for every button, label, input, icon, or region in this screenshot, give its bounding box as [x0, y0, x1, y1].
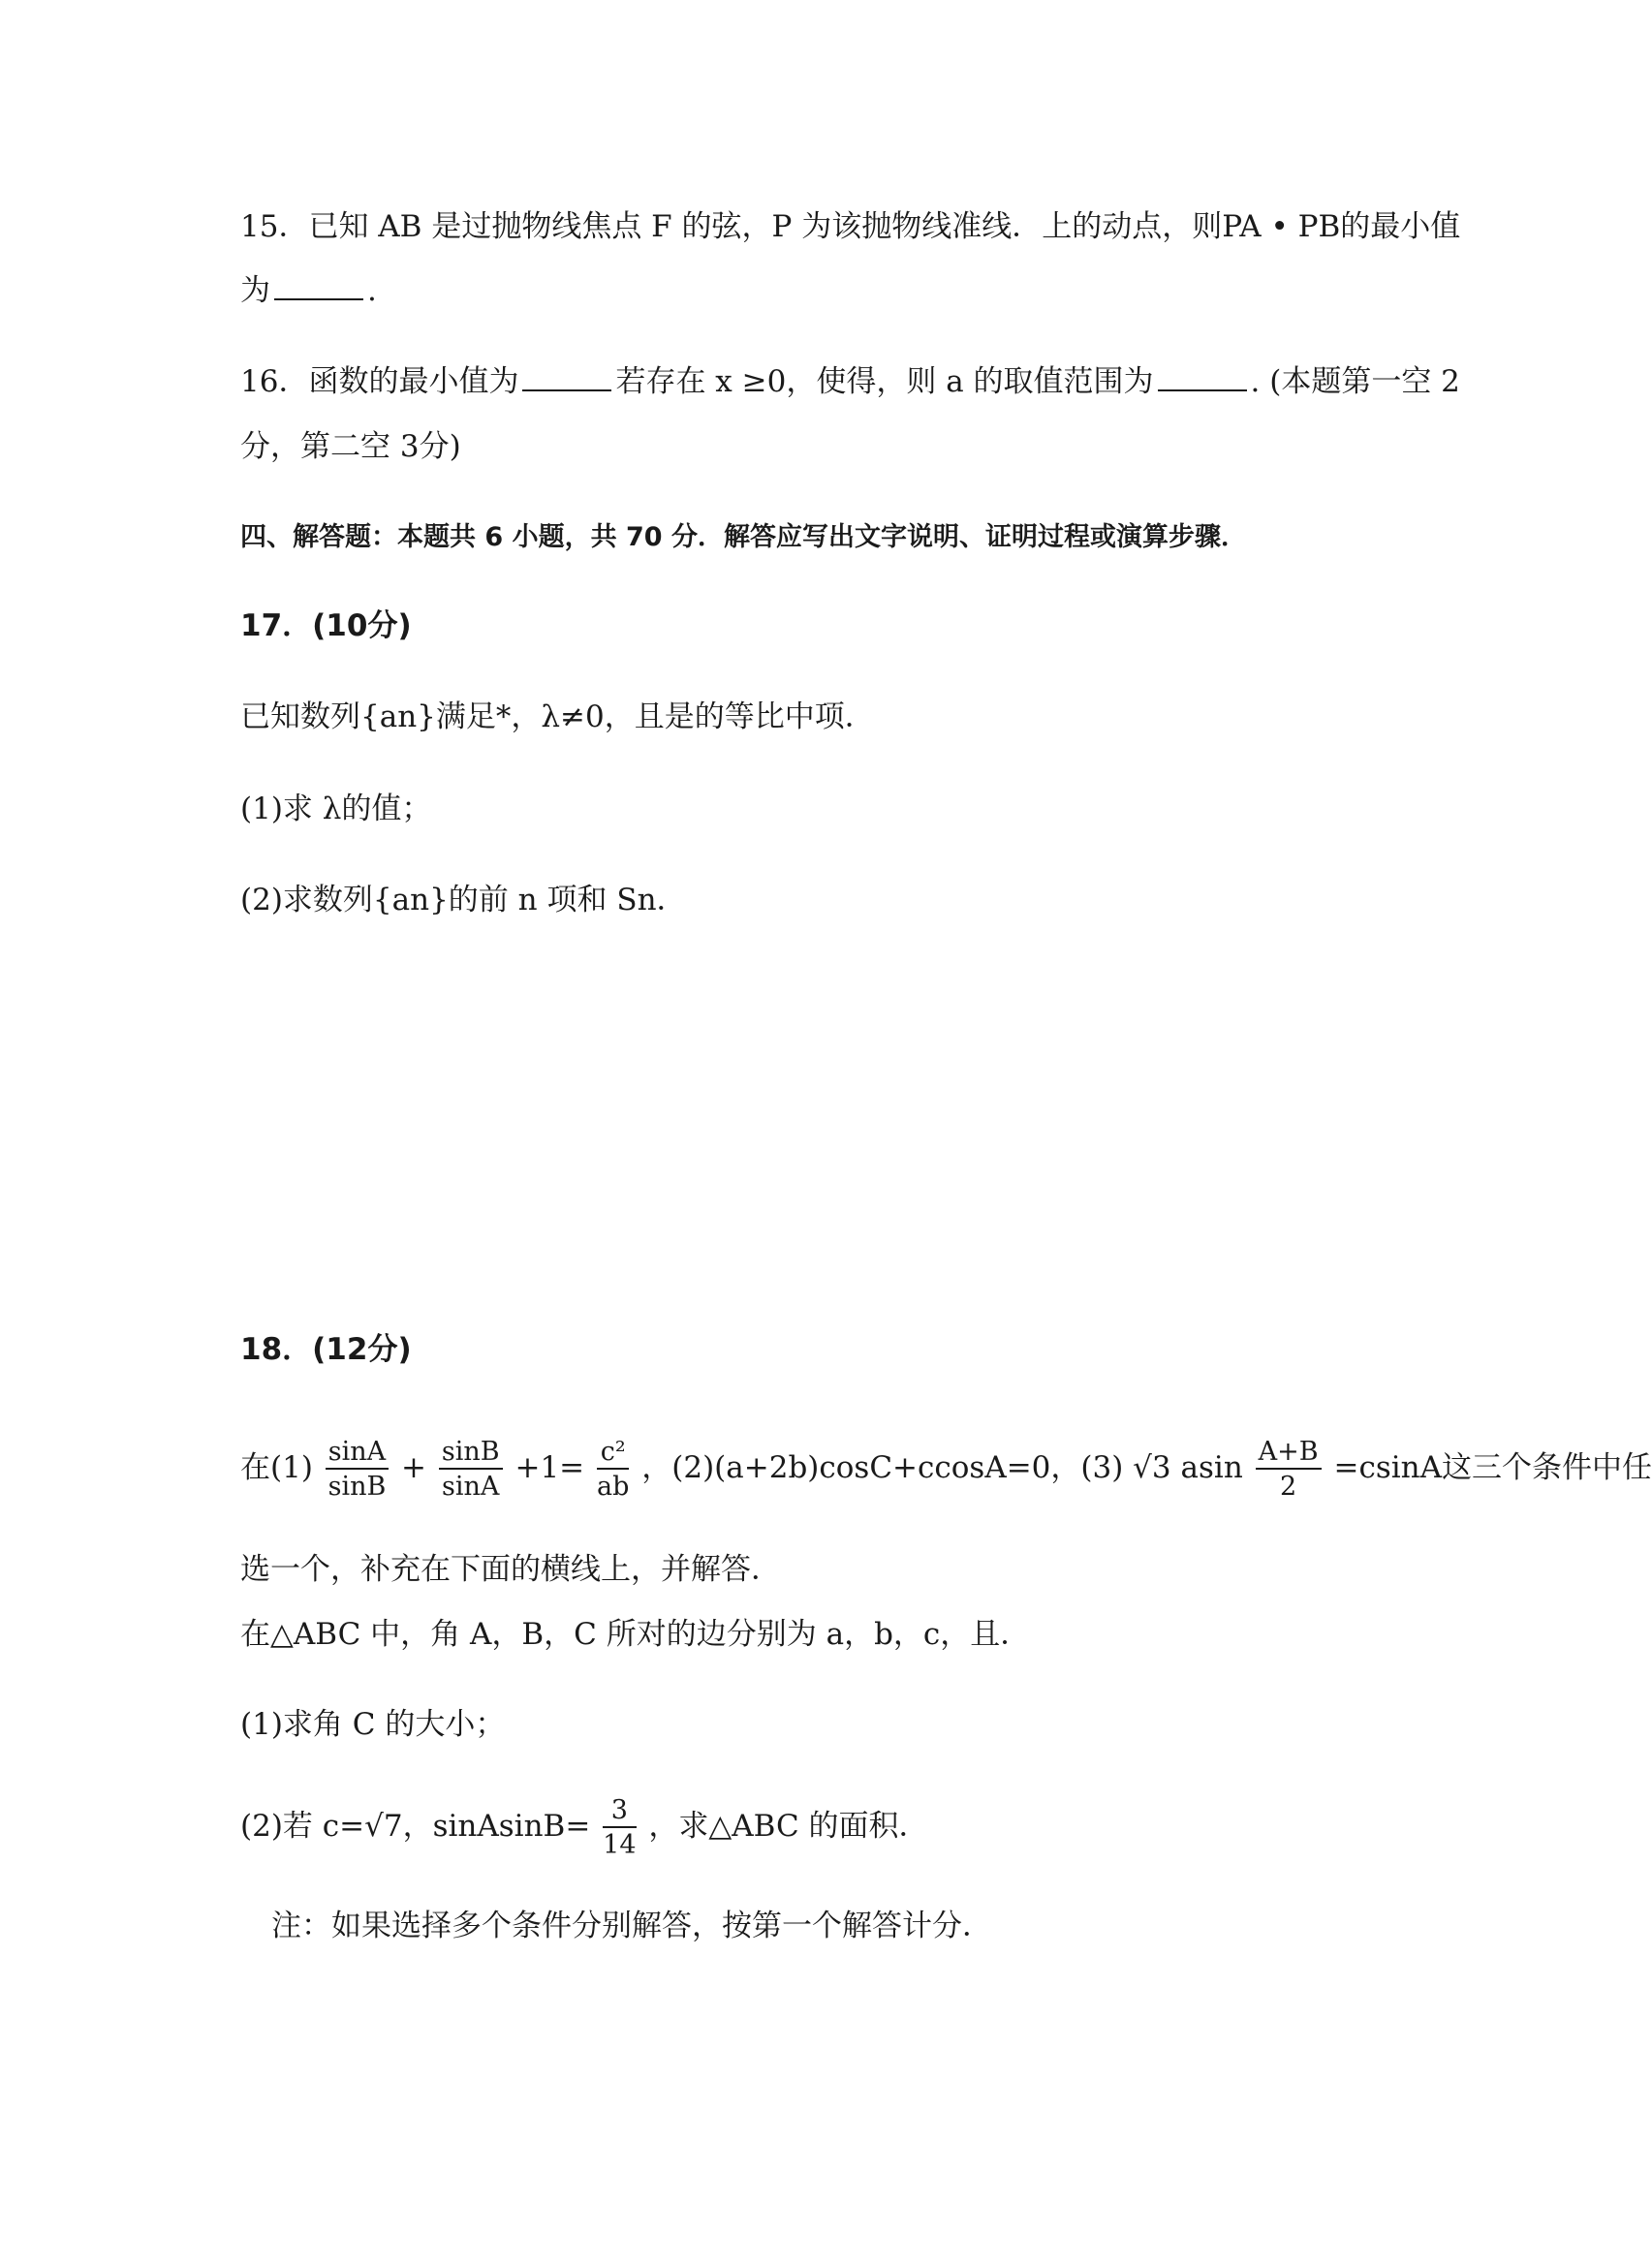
- q15-prefix: 为: [240, 273, 270, 308]
- q15-line1: [240, 207, 1460, 246]
- q16-score-note: 分，第二空 3分): [240, 429, 461, 464]
- q16-part3: . (本题第一空 2: [1250, 364, 1460, 399]
- q16-part1: 16．函数的最小值为: [240, 364, 519, 399]
- frac1-denominator: sinB: [327, 1472, 387, 1502]
- q15-text: 15．已知 AB 是过抛物线焦点 F 的弦，P 为该抛物线准线．上的动点，则PA • PB的最小值: [240, 209, 1461, 244]
- cond2-text: ，(2)(a+2b)cosC+ccosA=0，(3): [641, 1450, 1124, 1485]
- q16-blank1: [522, 362, 611, 391]
- frac2-denominator: sinA: [442, 1472, 500, 1502]
- sub2-prefix: (2)若 c=√7，sinAsinB=: [240, 1809, 591, 1844]
- q15-answer-blank: [274, 271, 363, 300]
- section-heading: 四、解答题：本题共 6 小题，共 70 分．解答应写出文字说明、证明过程或演算步骤．: [240, 522, 1247, 552]
- sub2-frac-numerator: 3: [603, 1797, 636, 1828]
- q17-stem: 已知数列{an}满足*，λ≠0，且是的等比中项．: [240, 699, 875, 734]
- cond1-fraction-1: [326, 1439, 389, 1500]
- cond-prefix: 在(1): [240, 1450, 313, 1485]
- cond3-fraction: [1256, 1439, 1322, 1500]
- cond3-frac-denominator: 2: [1280, 1472, 1297, 1502]
- q18-sub1: (1)求角 C 的大小；: [240, 1707, 506, 1742]
- q18-note: 注：如果选择多个条件分别解答，按第一个解答计分．: [271, 1909, 992, 1943]
- cond1-plus: +: [401, 1450, 427, 1485]
- q17-sub2: (2)求数列{an}的前 n 项和 Sn．: [240, 883, 687, 917]
- q18-line2: 选一个，补充在下面的横线上，并解答．: [240, 1552, 781, 1587]
- q17-sub1: (1)求 λ的值；: [240, 792, 432, 826]
- q15-line2: [240, 271, 377, 310]
- frac2-numerator: sinB: [439, 1439, 503, 1470]
- frac3-numerator: c²: [597, 1439, 629, 1470]
- q17-title: 17．(10分): [240, 608, 412, 643]
- cond3-mid: asin: [1180, 1450, 1243, 1485]
- sub2-suffix: ，求△ABC 的面积．: [648, 1809, 929, 1844]
- q16-line2: [240, 427, 461, 466]
- cond1-fraction-2: [439, 1439, 503, 1500]
- q18-conditions: [240, 1434, 1652, 1502]
- cond1-equals: +1=: [514, 1450, 585, 1485]
- q16-part2: 若存在 x ≥0，使得，则 a 的取值范围为: [615, 364, 1154, 399]
- cond3-sqrt: √3: [1133, 1450, 1171, 1485]
- cond3-tail: =csinA这三个条件中任: [1333, 1450, 1652, 1485]
- q18-title: 18．(12分): [240, 1332, 412, 1367]
- q15-suffix: .: [367, 273, 377, 308]
- q18-line3: 在△ABC 中，角 A，B，C 所对的边分别为 a，b，c，且．: [240, 1617, 1031, 1652]
- cond3-frac-numerator: A+B: [1256, 1439, 1322, 1470]
- sub2-fraction: [603, 1797, 636, 1858]
- frac1-numerator: sinA: [326, 1439, 389, 1470]
- q16-blank2: [1158, 362, 1247, 391]
- q16-line1: [240, 362, 1460, 401]
- q18-sub2: [240, 1792, 929, 1860]
- frac3-denominator: ab: [597, 1472, 630, 1502]
- sub2-frac-denominator: 14: [603, 1830, 637, 1860]
- cond1-fraction-3: [597, 1439, 629, 1500]
